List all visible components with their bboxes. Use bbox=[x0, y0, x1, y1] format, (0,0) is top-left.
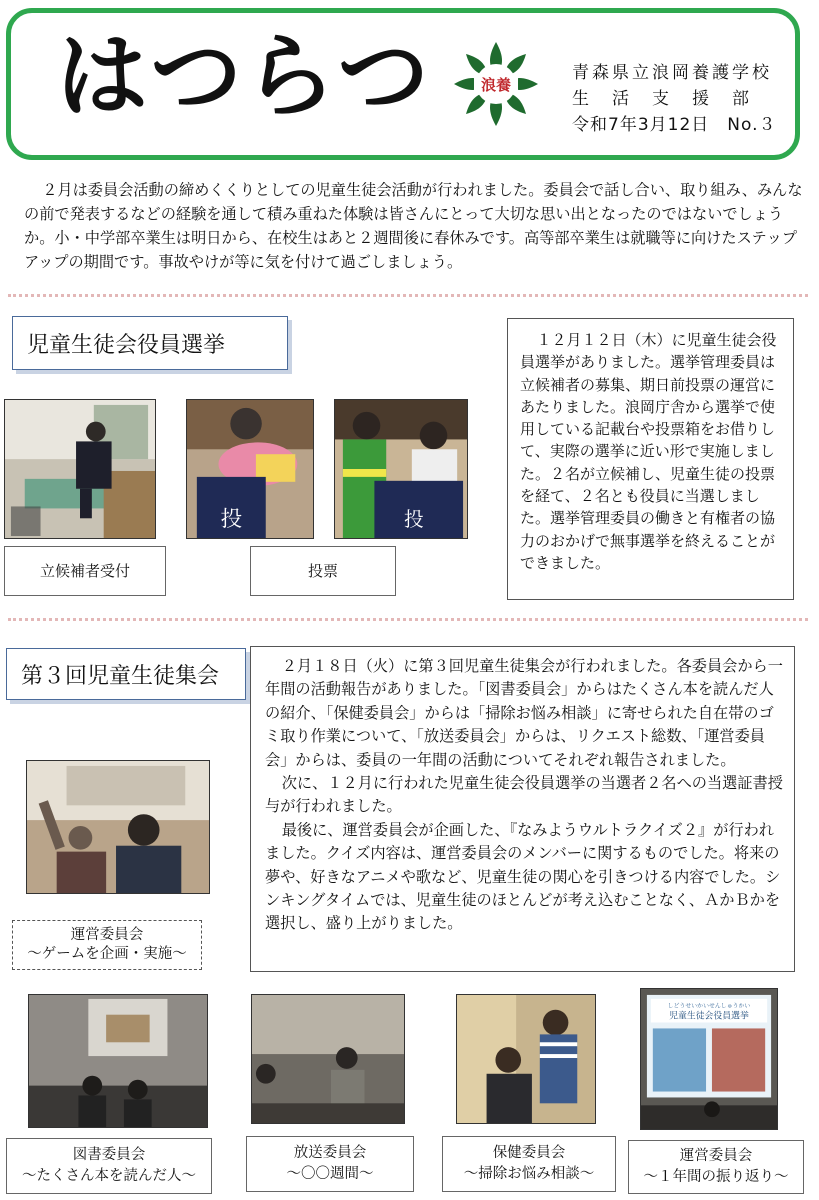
photo-registration bbox=[4, 399, 156, 539]
photo-library-committee bbox=[28, 994, 208, 1128]
section-heading-text: 児童生徒会役員選挙 bbox=[27, 332, 226, 358]
assembly-text-box bbox=[250, 646, 795, 972]
department-name: 生 活 支 援 部 bbox=[572, 89, 752, 109]
school-name: 青森県立浪岡養護学校 bbox=[572, 63, 772, 83]
svg-text:投: 投 bbox=[220, 507, 243, 533]
election-text-box bbox=[507, 318, 794, 600]
section-heading-assembly bbox=[6, 648, 246, 700]
caption-title: 図書委員会 bbox=[72, 1147, 146, 1163]
caption-management bbox=[628, 1140, 804, 1194]
issue-date: 令和7年3月12日 No.３ bbox=[572, 115, 777, 135]
caption-title: 運営委員会 bbox=[679, 1148, 753, 1164]
caption-library bbox=[6, 1138, 212, 1194]
divider bbox=[8, 618, 808, 621]
caption-title: 保健委員会 bbox=[492, 1145, 566, 1161]
caption-sub: ～ゲームを企画・実施～ bbox=[27, 946, 187, 962]
caption-sub: ～〇〇週間～ bbox=[286, 1166, 374, 1182]
caption-title: 運営委員会 bbox=[70, 927, 144, 943]
svg-text:投: 投 bbox=[403, 508, 424, 532]
assembly-paragraph: ２月１８日（火）に第３回児童生徒集会が行われました。各委員会から一年間の活動報告がありました。「図書委員会」からはたくさん本を読んだ人の紹介、「保健委員会」からは「掃除お悩み相談」に寄せられた自在帯のゴミ取り作業について、「放送委員会」からは、リクエスト総数、「運営委員会」からは、委員の一年間の活動についてそれぞれ報告されました。 bbox=[265, 657, 783, 769]
photo-quiz-game bbox=[26, 760, 210, 894]
newsletter-title: はつらつ bbox=[56, 23, 432, 130]
school-emblem-icon bbox=[452, 40, 540, 128]
section-heading-text: 第３回児童生徒集会 bbox=[21, 663, 220, 689]
assembly-paragraph: 次に、１２月に行われた児童生徒会役員選挙の当選者２名への当選証書授与が行われました。 bbox=[265, 774, 783, 816]
caption-broadcast bbox=[246, 1136, 414, 1192]
caption-text: 投票 bbox=[307, 561, 338, 580]
section-heading-election bbox=[12, 316, 288, 370]
divider bbox=[8, 294, 808, 297]
school-info bbox=[572, 60, 777, 138]
caption-registration bbox=[4, 546, 166, 596]
caption-sub: ～１年間の振り返り～ bbox=[643, 1169, 789, 1185]
caption-sub: ～掃除お悩み相談～ bbox=[463, 1166, 595, 1182]
photo-broadcast-committee bbox=[251, 994, 405, 1124]
election-text: １２月１２日（木）に児童生徒会役員選挙がありました。選挙管理委員は立候補者の募集、期日前投票の運営にあたりました。浪岡庁舎から選挙で使用している記載台や投票箱をお借りして、実際の選挙に近い形で実施しました。２名が立候補し、児童生徒の投票を経て、２名とも役員に当選しました。選挙管理委員の働きと有権者の協力のおかげで無事選挙を終えることができました。 bbox=[520, 331, 777, 572]
caption-game bbox=[12, 920, 202, 970]
caption-voting bbox=[250, 546, 396, 596]
photo-health-committee bbox=[456, 994, 596, 1124]
intro-text bbox=[24, 178, 804, 274]
photo-management-review bbox=[640, 988, 778, 1130]
photo-voting-students bbox=[334, 399, 468, 539]
photo-voting-wheelchair bbox=[186, 399, 314, 539]
slide-title: 児童生徒会役員選挙 bbox=[669, 1011, 749, 1022]
intro-paragraph: ２月は委員会活動の締めくくりとしての児童生徒会活動が行われました。委員会で話し合い、取り組み、みんなの前で発表するなどの経験を通して積み重ねた体験は皆さんにとって大切な思い出となったのではないでしょうか。小・中学部卒業生は明日から、在校生はあと２週間後に春休みです。高等部卒業生は就職等に向けたステップアップの期間です。事故やけが等に気を付けて過ごしましょう。 bbox=[24, 181, 803, 271]
assembly-paragraph: 最後に、運営委員会が企画した、『なみようウルトラクイズ２』が行われました。クイズ内容は、運営委員会のメンバーに関するものでした。将来の夢や、好きなアニメや歌など、児童生徒の関心を引きつける内容でした。シンキングタイムでは、児童生徒のほとんどが考え込むことなく、ＡかＢかを選択し、盛り上がりました。 bbox=[265, 820, 781, 933]
caption-title: 放送委員会 bbox=[293, 1145, 367, 1161]
caption-health bbox=[442, 1136, 616, 1192]
caption-sub: ～たくさん本を読んだ人～ bbox=[22, 1168, 196, 1184]
emblem-text: 浪養 bbox=[480, 76, 512, 94]
slide-subtitle: しどうせいかいせんしゅうかい bbox=[667, 1003, 751, 1010]
caption-text: 立候補者受付 bbox=[39, 561, 130, 580]
